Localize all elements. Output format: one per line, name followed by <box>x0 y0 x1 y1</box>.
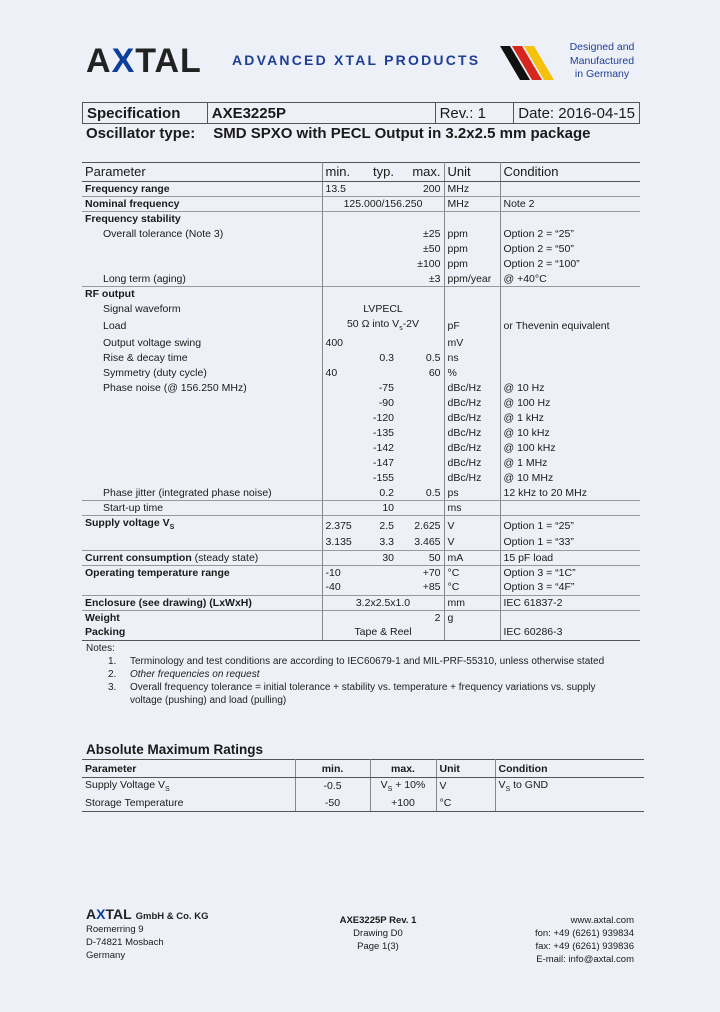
table-row: Current consumption (steady state) 30 50 mA 15 pF load <box>82 550 640 565</box>
website-link[interactable]: www.axtal.com <box>570 915 634 926</box>
table-row: Weight 2 g <box>82 610 640 625</box>
table-row: Start-up time 10 ms <box>82 501 640 516</box>
date: Date: 2016-04-15 <box>514 103 640 124</box>
table-row: Phase jitter (integrated phase noise) 0.2 0.5 ps 12 kHz to 20 MHz <box>82 486 640 501</box>
tagline: ADVANCED XTAL PRODUCTS <box>232 52 481 68</box>
table-row: Symmetry (duty cycle) 40 60 % <box>82 366 640 381</box>
table-row: Frequency range 13.5 200 MHz <box>82 182 640 197</box>
abs-max-table: Parameter min. max. Unit Condition Supply Voltage $V_S$ -0.5 $V_S + 10\%$ V $V_S$ to GND Storage Temperature -50 +100 °C <box>82 759 644 812</box>
table-row: Storage Temperature -50 +100 °C <box>82 795 644 812</box>
table-row: -147 dBc/Hz @ 1 MHz <box>82 456 640 471</box>
table-row: Overall tolerance (Note 3) ±25 ppm Option 2 = “25” <box>82 227 640 242</box>
spec-label: Specification <box>83 103 208 124</box>
table-row: 3.135 3.3 3.465 V Option 1 = “33” <box>82 535 640 550</box>
table-row: Phase noise (@ 156.250 MHz) -75 dBc/Hz @ 10 Hz <box>82 381 640 396</box>
table-row: -40 +85 °C Option 3 = “4F” <box>82 580 640 595</box>
table-row: Nominal frequency 125.000/156.250 MHz Note 2 <box>82 197 640 212</box>
note-item: 3. Overall frequency tolerance = initial tolerance + stability vs. temperature + frequency variations vs. supply voltage (pushing) and load (pulling) <box>108 682 596 706</box>
table-row: ±100 ppm Option 2 = “100” <box>82 257 640 272</box>
table-row: -90 dBc/Hz @ 100 Hz <box>82 396 640 411</box>
footer-address: AXTAL GmbH & Co. KG Roemerring 9 D-74821 Mosbach Germany <box>86 906 209 961</box>
table-row: -120 dBc/Hz @ 1 kHz <box>82 411 640 426</box>
spec-header <box>82 102 640 124</box>
table-row: Rise & decay time 0.3 0.5 ns <box>82 351 640 366</box>
footer-logo: AXTAL GmbH & Co. KG <box>86 906 209 922</box>
col-condition: Condition <box>500 163 640 182</box>
footer-doc-info: AXE3225P Rev. 1 Drawing D0 Page 1(3) <box>339 915 417 952</box>
table-row: Operating temperature range -10 +70 °C Option 3 = “1C” <box>82 565 640 580</box>
table-row: Packing Tape & Reel IEC 60286-3 <box>82 625 640 640</box>
col-parameter: Parameter <box>82 163 322 182</box>
abs-max-title: Absolute Maximum Ratings <box>86 742 264 757</box>
table-row: -142 dBc/Hz @ 100 kHz <box>82 441 640 456</box>
email-link[interactable]: E-mail: info@axtal.com <box>536 954 634 965</box>
parameter-table <box>82 162 640 641</box>
german-flag-stripes-icon <box>500 42 564 82</box>
table-row: Signal waveform LVPECL <box>82 302 640 317</box>
axtal-logo: AXTAL <box>86 42 202 80</box>
part-number: AXE3225P <box>207 103 435 124</box>
table-row: Frequency stability <box>82 212 640 227</box>
notes: Notes: 1. Terminology and test conditions are according to IEC60679-1 and MIL-PRF-55310, unless otherwise stated 2. Other frequencies on request 3. Overall frequency tolerance = initial tolerance + stability vs. temperature + frequency variations vs. supply voltage (pushing) and load (pulling) <box>86 642 626 707</box>
table-row: Long term (aging) ±3 ppm/year @ +40°C <box>82 272 640 287</box>
footer-contact: www.axtal.com fon: +49 (6261) 939834 fax: +49 (6261) 939836 E-mail: info@axtal.com <box>480 914 634 966</box>
table-row: -155 dBc/Hz @ 10 MHz <box>82 471 640 486</box>
table-row: ±50 ppm Option 2 = “50” <box>82 242 640 257</box>
table-row: Output voltage swing 400 mV <box>82 336 640 351</box>
designed-in-germany: Designed and Manufactured in Germany <box>569 41 635 80</box>
oscillator-type: Oscillator type: SMD SPXO with PECL Output in 3.2x2.5 mm package <box>86 125 591 142</box>
col-min-typ-max: min. typ. max. <box>322 163 444 182</box>
note-item: 1. Terminology and test conditions are according to IEC60679-1 and MIL-PRF-55310, unless otherwise stated <box>108 656 605 667</box>
table-row: Supply voltage $V_S$ 2.375 2.5 2.625 V Option 1 = “25” <box>82 516 640 536</box>
col-unit: Unit <box>444 163 500 182</box>
table-row: RF output <box>82 287 640 302</box>
note-item: 2. Other frequencies on request <box>108 669 260 680</box>
table-row: -135 dBc/Hz @ 10 kHz <box>82 426 640 441</box>
table-row: Enclosure (see drawing) (LxWxH) 3.2x2.5x1.0 mm IEC 61837-2 <box>82 595 640 610</box>
table-row: Load 50 Ω into $V_s-2V$ pF or Thevenin equivalent <box>82 317 640 336</box>
revision: Rev.: 1 <box>435 103 514 124</box>
table-row: Supply Voltage $V_S$ -0.5 $V_S + 10\%$ V $V_S$ to GND <box>82 778 644 795</box>
